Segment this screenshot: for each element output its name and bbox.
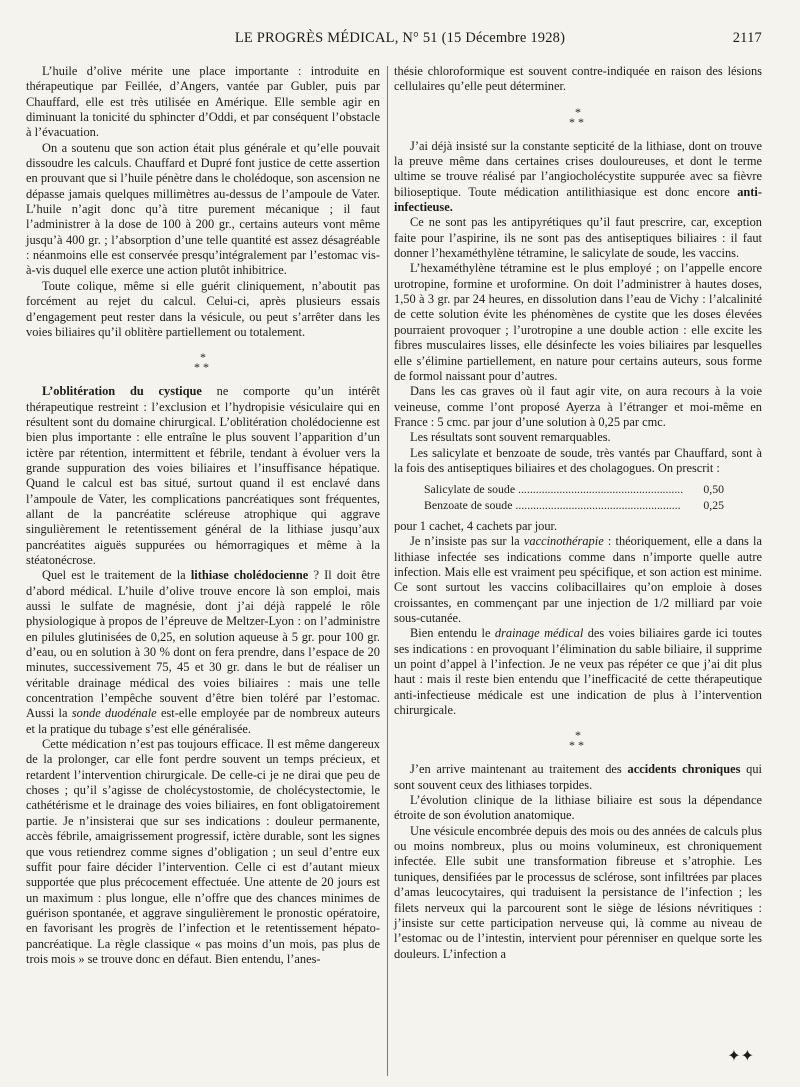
paragraph: Cette médication n’est pas toujours efficace. Il est même dangereux de la prolonger, car elle font perdre souvent un temps précieux, et retardent l’intervention chirurgicale. De celle-ci je ne dirai que peu de choses ; qu’il s’agisse de cholécystostomie, de cholécystectomie, le cathétérisme et le drainage des voies biliaires, en font obligatoirement partie. Je n’insisterai que sur ses indications : douleur permanente, accès fébrile, amaigrissement progressif, ictère durable, sont les signes que vous retiendrez comme signes d’obligation ; un seul d’entre eux suffit pour faire décider l’intervention. Celle ci est d’autant mieux supportée que plus précocement effectuée. Une attente de 20 jours est un maximum : plus longue, elle n’offre que des chances minimes de guérison spontanée, et aggrave singulièrement le pronostic opératoire, en favorisant les progrès de l’infection et le retentissement hépato-pancréatique. La règle classique « pas moins d’un mois, pas plus de trois mois » se trouve donc en défaut. Bien entendu, l’anes- xyxy=(26,737,380,966)
page-header xyxy=(30,30,770,54)
formula-row xyxy=(424,498,724,513)
paragraph: L’hexaméthylène tétramine est le plus employé ; on l’appelle encore urotropine, formine et uroformine. On doit l’administrer à hautes doses, 1,50 à 3 gr. par 24 heures, en dissolution dans l’eau de Vichy : l’alcalinité de cette solution évite les phénomènes de cystite que les doses élevées pourraient provoquer ; l’urotropine a une double action : elle excite les fibres musculaires lisses, elle désinfecte les voies biliaires par lesquelles elle s’élimine partiellement, en nature pour certains auteurs, sous forme de formol naissant pour d’autres. xyxy=(394,261,762,383)
paragraph: Bien entendu le drainage médical des voies biliaires garde ici toutes ses indications : en provoquant l’élimination du sable biliaire, il supprime un point d’appel à l’infection. Je ne veux pas répéter ce que j’ai dit plus haut : mais il reste bien entendu que l’inefficacité de cette thérapeutique anti-infectieuse médicale est une indication de plus à l’intervention chirurgicale. xyxy=(394,626,762,718)
paragraph: L’huile d’olive mérite une place importante : introduite en thérapeutique par Feillée, d’Angers, vantée par Gubler, puis par Chauffard, elle est très utilisée en Amérique. Elle semble agir en diminuant la tonicité du sphincter d’Oddi, et par conséquent l’obstacle à l’évacuation. xyxy=(26,64,380,140)
right-column xyxy=(394,64,762,962)
paragraph: J’en arrive maintenant au traitement des accidents chroniques qui sont souvent ceux des lithiases torpides. xyxy=(394,762,763,792)
formula-ingredient: Benzoate de soude ..... xyxy=(424,498,688,513)
paragraph: Une vésicule encombrée depuis des mois ou des années de calculs plus ou moins nombreux, plus ou moins volumineux, est chroniquement infectée. Elle subit une transformation fibreuse et s’atrophie. Les tuniques, densifiées par le processus de sclérose, sont infiltrées par places d’amas leucocytaires, qui traduisent la persistance de l’infection ; les filets nerveux qui la parcourent sont le siège de lésions névritiques : j’insiste sur cette participation nerveuse qui, là comme au niveau de l’estomac ou de l’intestin, intervient pour pérenniser en quelque sorte les douleurs. L’infection a xyxy=(394,823,762,961)
paragraph: L’évolution clinique de la lithiase biliaire est sous la dépendance étroite de son évolution anatomique. xyxy=(394,793,762,823)
paragraph: Les salicylate et benzoate de soude, très vantés par Chauffard, sont à la fois des antiseptiques biliaires et des cholagogues. On prescrit : xyxy=(394,445,762,475)
bold-term: accidents chroniques xyxy=(627,762,741,777)
italic-term: vaccinothérapie xyxy=(523,534,604,549)
formula-dose: 0,25 xyxy=(703,497,724,512)
end-ornament: ✦✦ xyxy=(727,1048,754,1065)
paragraph: Je n’insiste pas sur la vaccinothérapie : théoriquement, elle a dans la lithiase infectée ses indications comme dans n’importe quelle autre infection. Mais elle est vraiment peu spécifique, et son action est minime. Ce sont surtout les vaccins colibacillaires qu’on emploie à doses croissantes, en commençant par une injection de 1/2 milliard par voie sous-cutanée. xyxy=(394,534,762,625)
bold-term: lithiase cholédocienne xyxy=(190,568,309,583)
bold-term: anti-infectieuse. xyxy=(394,184,762,215)
italic-term: sonde duodénale xyxy=(71,706,157,721)
separator-stars-pair: ** xyxy=(194,360,212,375)
paragraph: thésie chloroformique est souvent contre-indiquée en raison des lésions cellulaires qu’elle peut déterminer. xyxy=(394,64,762,94)
paragraph: Quel est le traitement de la lithiase cholédocienne ? Il doit être d’abord médical. L’huile d’olive trouve encore là son emploi, mais aussi le sulfate de magnésie, dont j’ai déjà rappelé le rôle physiologique à propos de l’épreuve de Meltzer-Lyon : on l’administre en pilules glutinisées de 0,25, en solution aqueuse à 5 gr. pour 100 gr. d’eau, ou en solution à 30 % dont on fera prendre, dans l’espace de 20 minutes, successivement 75, 45 et 30 gr. dans le but de réaliser un véritable drainage médical des voies biliaires : mais une telle concentration l’empêche souvent d’être bien toléré par l’estomac. Aussi la sonde duodénale est-elle employée par de nombreux auteurs et la pratique du tubage s’est elle généralisée. xyxy=(26,568,381,736)
italic-term: drainage médical xyxy=(494,626,584,641)
formula-row xyxy=(424,482,724,497)
paragraph: J’ai déjà insisté sur la constante septicité de la lithiase, dont on trouve la preuve même dans certaines crises douloureuses, et dont le terme ultime se trouve réalisé par l’angiocholécystite suppurée avec sa fièvre bilioseptique. Toute médication antilithiasique est donc encore anti-infectieuse. xyxy=(394,138,762,215)
section-separator: * ** xyxy=(569,728,587,753)
page-number: 2117 xyxy=(732,30,762,46)
prescription-formula xyxy=(424,482,762,513)
left-column xyxy=(26,64,380,967)
paragraph: Dans les cas graves où il faut agir vite, on aura recours à la voie veineuse, comme l’ont proposé Ayerza à l’étranger et moi-même en France : 5 cmc. par jour d’une solution à 0,25 par cmc. xyxy=(394,384,762,429)
paragraph: Les résultats sont souvent remarquables. xyxy=(410,430,611,445)
journal-title: LE PROGRÈS MÉDICAL, N° 51 (15 Décembre 1928) xyxy=(234,30,566,46)
section-separator: * ** xyxy=(569,104,587,129)
section-separator xyxy=(26,350,380,375)
separator-star: * xyxy=(200,350,206,365)
bold-term: L’oblitération du cystique xyxy=(42,384,202,399)
paragraph: On a soutenu que son action était plus générale et qu’elle pouvait dissoudre les calculs. Chauffard et Dupré font justice de cette assertion en prouvant que si l’huile pénètre dans le cholédoque, son ascension ne dépasse jamais quelques millimètres au-dessus de l’ampoule de Vater. L’huile n’agit donc qu’à titre purement mécanique ; il faut l’administrer à la dose de 100 à 200 gr., certains auteurs vont même jusqu’à 400 gr. ; l’absorption d’une telle quantité est assez désagréable : néanmoins elle est conservée presqu’intégralement par l’estomac vis-à-vis duquel elle exerce une action plutôt inhibitrice. xyxy=(26,140,380,278)
paragraph: L’oblitération du cystique ne comporte qu’un intérêt thérapeutique restreint : l’exclusion et l’hydropisie vésiculaire qui en résultent sont du domaine chirurgical. L’oblitération cholédocienne est bien plus importante : elle entraîne le plus souvent l’apparition d’un ictère par rétention, intermittent et fébrile, tendant à évoluer vers la grande suppuration des voies biliaires et l’insuffisance hépatique. Quand le calcul est bas situé, surtout quand il est enclavé dans l’ampoule de Vater, les complications pancréatiques sont fréquentes, allant de la pancréatite scléreuse atrophique qui aggrave singulièrement le retentissement général de la lithiase jusqu’aux pancréatites aiguës suppurées ou hémorragiques et même à la stéatonécrose. xyxy=(26,384,381,567)
formula-ingredient: Salicylate de soude ..... xyxy=(424,482,688,497)
formula-dose: 0,50 xyxy=(703,482,724,497)
column-divider xyxy=(387,66,388,1076)
paragraph: pour 1 cachet, 4 cachets par jour. xyxy=(394,518,558,533)
paragraph: Ce ne sont pas les antipyrétiques qu’il faut prescrire, car, exception faite pour l’aspirine, ils ne sont pas des antiseptiques biliaires : il faut donner l’hexaméthylène tétramine, le salicylate de soude, les vaccins. xyxy=(394,215,762,261)
paragraph: Toute colique, même si elle guérit cliniquement, n’aboutit pas forcément au rejet du calcul. Celui-ci, après plusieurs essais d’engagement peut rester dans la vésicule, ou peut s’arrêter dans les voies biliaires qu’il oblitère partiellement ou totalement. xyxy=(26,278,380,339)
